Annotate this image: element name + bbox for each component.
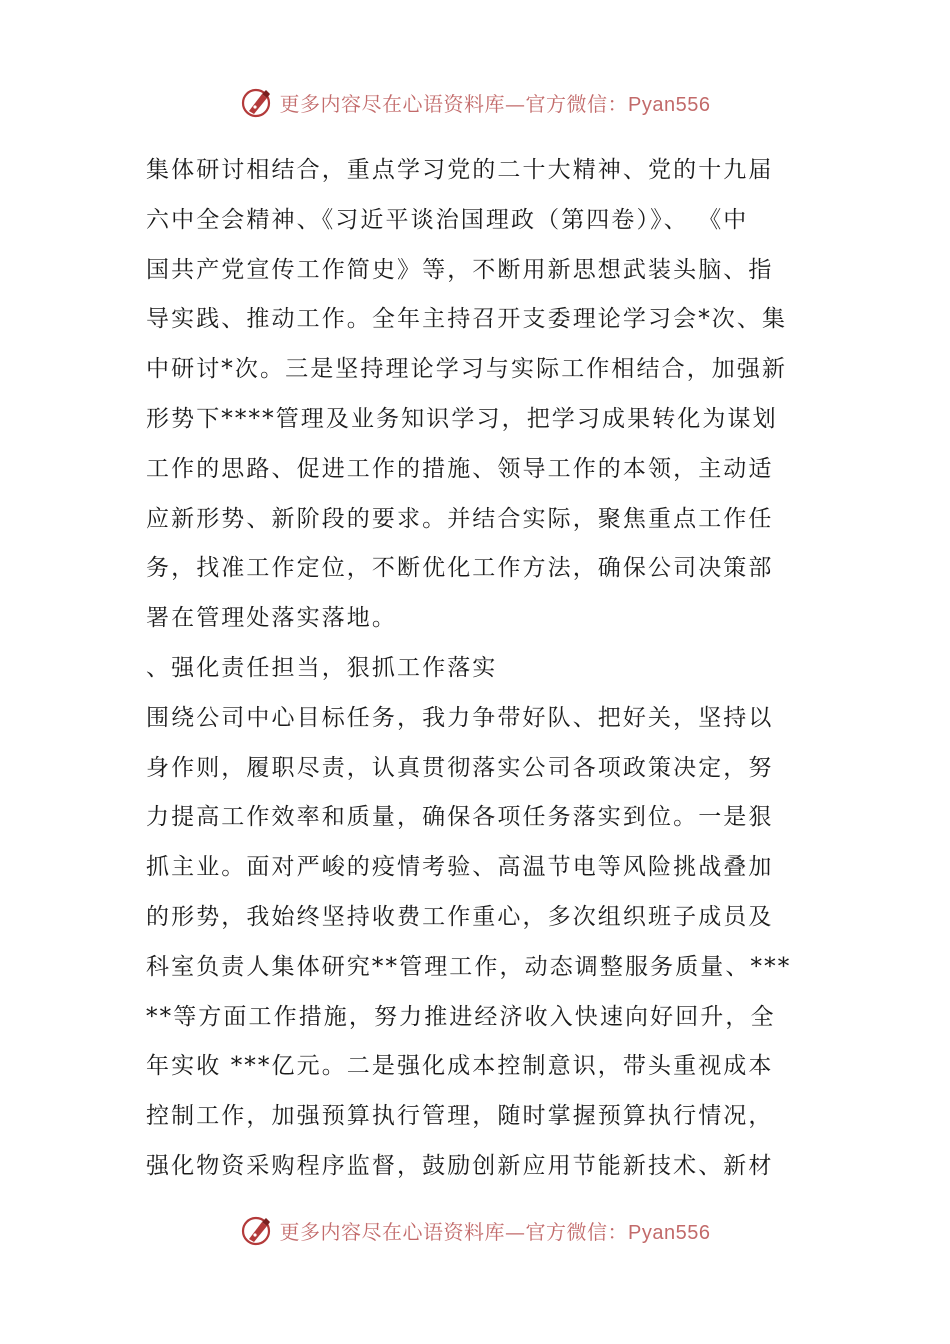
body-text-line: 国共产党宣传工作简史》等，不断用新思想武装头脑、指	[146, 256, 774, 283]
body-text-line: 身作则，履职尽责，认真贯彻落实公司各项政策决定，努	[146, 754, 774, 781]
header-banner-text: 更多内容尽在心语资料库—官方微信：Pyan556	[279, 91, 711, 116]
pen-nib-logo-icon	[240, 1213, 274, 1247]
body-text-line: 务，找准工作定位，不断优化工作方法，确保公司决策部	[146, 555, 774, 582]
footer-banner-text: 更多内容尽在心语资料库—官方微信：Pyan556	[279, 1219, 711, 1244]
body-text-line: 集体研讨相结合，重点学习党的二十大精神、党的十九届	[146, 157, 774, 183]
body-text-line: 应新形势、新阶段的要求。并结合实际，聚焦重点工作任	[146, 505, 774, 532]
body-text-line: 科室负责人集体研究**管理工作，动态调整服务质量、***	[146, 953, 792, 980]
document-body	[146, 146, 816, 1192]
header-banner	[0, 82, 950, 122]
body-text-line: 力提高工作效率和质量，确保各项任务落实到位。一是狠	[146, 804, 774, 831]
body-text-line: 六中全会精神、《习近平谈治国理政（第四卷）》、 《中	[146, 206, 749, 233]
body-text-line: 、强化责任担当，狠抓工作落实	[146, 654, 498, 681]
body-text-line: 导实践、推动工作。全年主持召开支委理论学习会*次、集	[146, 306, 788, 333]
body-text-line: 年实收 ***亿元。二是强化成本控制意识，带头重视成本	[146, 1053, 774, 1080]
body-text-line: 署在管理处落实落地。	[146, 605, 397, 632]
body-text-line: 工作的思路、促进工作的措施、领导工作的本领，主动适	[146, 455, 774, 482]
body-text-line: 中研讨*次。三是坚持理论学习与实际工作相结合，加强新	[146, 356, 788, 383]
footer-banner	[0, 1210, 950, 1250]
body-text-line: 形势下****管理及业务知识学习，把学习成果转化为谋划	[146, 405, 778, 432]
header-wechat-id: Pyan556	[628, 93, 711, 116]
body-text-line: 强化物资采购程序监督，鼓励创新应用节能新技术、新材	[146, 1152, 774, 1179]
pen-nib-logo-icon	[240, 85, 274, 119]
body-text-line: 的形势，我始终坚持收费工作重心，多次组织班子成员及	[146, 903, 774, 930]
body-text-line: 抓主业。面对严峻的疫情考验、高温节电等风险挑战叠加	[146, 854, 774, 881]
footer-wechat-id: Pyan556	[628, 1221, 711, 1244]
body-text-line: **等方面工作措施，努力推进经济收入快速向好回升，全	[146, 1003, 776, 1030]
body-text-line: 围绕公司中心目标任务，我力争带好队、把好关，坚持以	[146, 704, 774, 731]
body-text-line: 控制工作，加强预算执行管理，随时掌握预算执行情况，	[146, 1103, 774, 1130]
